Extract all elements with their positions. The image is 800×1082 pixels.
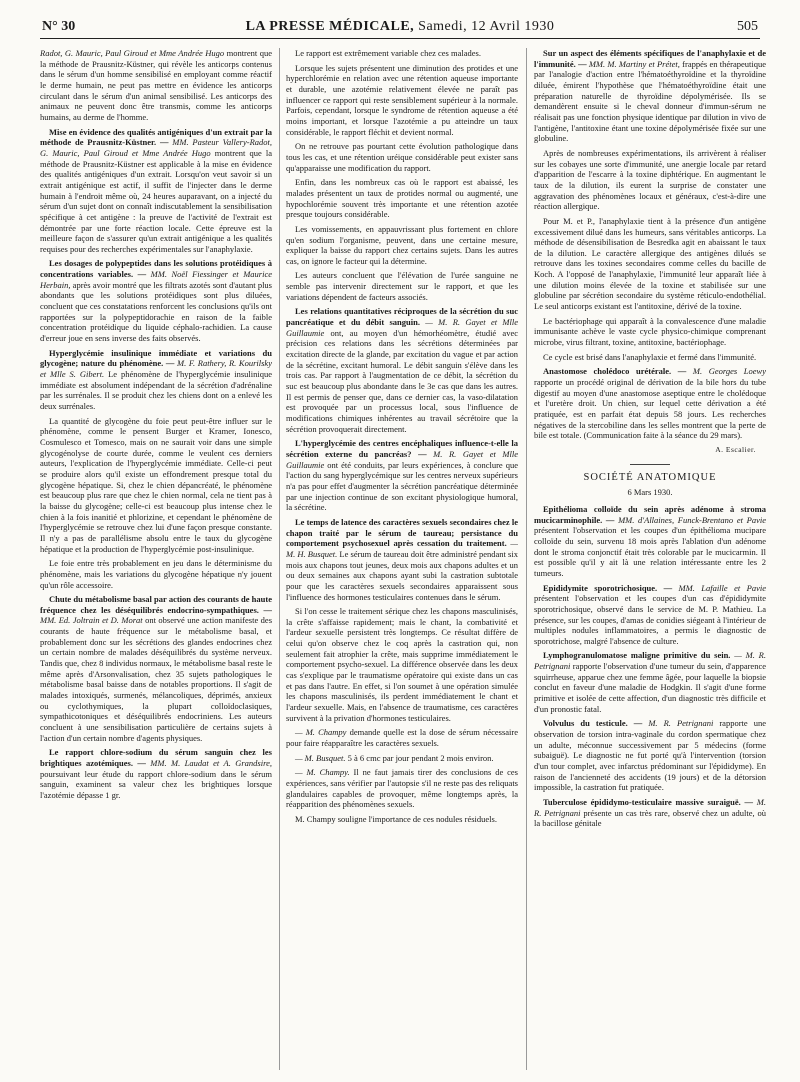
paragraph-text: ont été conduits, par leurs expériences, à conclure que l'action du sang hyperglycémique sur les centres nerveux supérieurs n'a pas pour effet d'augmenter la sécrétion pancréatique déterminée par une injection continue de son excitant physiologique humoral, la sécrétine. — [286, 459, 518, 513]
article-paragraph — [286, 270, 518, 302]
article-heading: Epididymite sporotrichosique. — — [543, 582, 673, 593]
article-paragraph — [40, 416, 272, 555]
paragraph-text: rapporte une observation de torsion intra-vaginale du cordon spermatique chez un adulte, méconnue successivement par 5 médecins (forme subaiguë). Le diagnostic ne fut porté qu'à l'intervention (torsion d'un tour complet, avec infarctus prédominant sur l'épididyme). En raison de l'ancienneté des accidents (19 jours) et de la détorsion impossible, la castration fut pratiquée. — [534, 718, 766, 793]
section-date: 6 Mars 1930. — [627, 487, 673, 498]
article-paragraph — [534, 352, 766, 363]
author-names: M. R. Gayet et Mlle Guillaumie — [286, 448, 518, 470]
author-names: MM. Ed. Joltrain et D. Morat — [40, 615, 143, 626]
column-1 — [40, 48, 272, 1070]
paragraph-text: Ce cycle est brisé dans l'anaphylaxie et fermé dans l'immunité. — [543, 351, 757, 362]
author-names: MM. M. Martiny et Prétet, — [586, 58, 680, 69]
article-heading: Volvulus du testicule. — — [543, 718, 643, 729]
article-paragraph — [534, 48, 766, 144]
article-paragraph — [286, 727, 518, 748]
author-names: MM. Pasteur Vallery-Radot, G. Mauric, Paul Giroud et Mme Andrée Hugo — [40, 137, 272, 158]
author-names: — M. Busquet. — [295, 752, 346, 763]
paragraph-text: présente un cas très rare, observé chez un adulte, où la bacillose génitale — [534, 807, 766, 829]
column-3-top — [534, 48, 766, 441]
article-heading: Tuberculose épididymo-testiculaire massive suraiguë. — — [543, 797, 754, 807]
paragraph-text: demande quelle est la dose de sérum nécessaire pour faire réapparaître les caractères sexuels. — [286, 727, 518, 749]
article-paragraph — [286, 224, 518, 267]
article-paragraph — [286, 306, 518, 434]
article-heading: Sur un aspect des éléments spécifiques de l'anaphylaxie et de l'immunité. — — [534, 48, 766, 69]
section-separator — [630, 464, 670, 465]
author-names: Radot, G. Mauric, Paul Giroud et Mme Andrée Hugo — [40, 48, 225, 58]
paragraph-text: Lorsque les sujets présentent une diminution des protides et une hyperchlorémie en relation avec une rétention aqueuse importante et durable, une azotémie relativement élevée ne paraît pas influencer ce rapport qui reste sensiblement supérieur à la normale. Parfois, cependant, lorsque le syndrome de rétention aqueuse a été moins important, et lorsque l'azotémie a pu atteindre un taux considérable, le rapport fléchit et devient normal. — [286, 62, 518, 137]
paragraph-text: Enfin, dans les nombreux cas où le rapport est abaissé, les malades présentent un taux de protides normal ou augmenté, une hypochlorémie souvent très importante et une rétention azotée presque toujours considérable. — [286, 177, 518, 220]
issue-number: N° 30 — [42, 19, 76, 34]
column-2 — [286, 48, 518, 1070]
article-paragraph — [534, 366, 766, 441]
author-names: MM. Lafaille et Pavie — [672, 582, 766, 593]
article-paragraph — [40, 747, 272, 800]
article-paragraph — [286, 814, 518, 825]
article-paragraph — [286, 141, 518, 173]
author-names: — M. H. Busquet. — [286, 538, 518, 559]
article-heading: L'hyperglycémie des centres encéphaliques influence-t-elle la sécrétion externe du pancréas? — — [286, 438, 518, 459]
article-paragraph — [534, 797, 766, 829]
article-heading: Hyperglycémie insulinique immédiate et variations du glycogène; nature du phénomène. — — [40, 347, 272, 369]
article-paragraph — [534, 583, 766, 647]
article-heading: Les dosages de polypeptides dans les solutions protéidiques à concentrations variables. — — [40, 258, 272, 280]
article-heading: Anastomose cholédoco urétérale. — — [543, 366, 687, 377]
article-heading: Le temps de latence des caractères sexuels secondaires chez le chapon traité par le sérum de taureau; persistance du comportement psychosexuel après cessation du traitement. — [286, 516, 518, 549]
article-paragraph — [286, 63, 518, 138]
paragraph-text: La quantité de glycogène du foie peut peut-être influer sur le phénomène, comme le pensent Burger et Kramer, Ionesco, Cosmulesco et Tomesco, mais on ne saurait voir dans une simple glycogénolyse de courte durée, comme le veulent ces derniers auteurs, l'explication de l'hyperglycémie immédiate. Celle-ci peut se produire alors qu'il existe un effondrement presque total du glycogène hépatique. Si, chez le chien dépancréaté, le phénomène est beaucoup plus rare que chez le chien normal, cela ne tient pas à la baisse du glycogène; celle-ci est beaucoup plus intense chez le chien à la fois inanitié et phlorizine, et cependant le phénomène de l'hyperglycémie se retrouve chez lui d'une façon presque constante. Il n'y a pas de parallélisme absolu entre le taux du glycogène hépatique et la production de l'hyperglycémie post-insulinique. — [40, 415, 272, 554]
article-heading: Chute du métabolisme basal par action des courants de haute fréquence chez les déséquilibrés endocrino-sympathiques. — — [40, 594, 272, 615]
article-heading: Mise en évidence des qualités antigéniques d'un extrait par la méthode de Prausnitz-Küstner. — — [40, 126, 272, 148]
article-paragraph — [534, 650, 766, 714]
author-names: M. R. Petrignani — [642, 718, 714, 729]
article-paragraph — [534, 148, 766, 212]
article-paragraph — [534, 504, 766, 579]
paragraph-text: Pour M. et P., l'anaphylaxie tient à la présence d'un antigène excessivement dilué dans les humeurs, sans véritables anticorps. La méthode de désensibilisation de Besredka agit en abaissant le taux de la dilution. Le caractère allergique des antigènes dilués se retrouve dans les toxines secondaires comme celles du bacille de Koch. A l'opposé de l'anaphylaxie, l'immunité leur apparaît liée à une dilution moins élevée de la toxine et stabilisée sur une globuline par sécrétion secondaire du système réticulo-endothélial. Le seul anticorps existant est l'antitoxine, dérivé de la toxine. — [534, 215, 766, 312]
paragraph-text: Les auteurs concluent que l'élévation de l'urée sanguine ne semble pas intervenir directement sur le rapport, et que les variations dépendent de facteurs associés. — [286, 270, 518, 302]
paragraph-text: ont observé une action manifeste des courants de haute fréquence sur le métabolisme basal, et probablement donc sur les sécrétions des glandes endocrines chez un certain nombre de malades déséquilibrés du système nerveux. Tandis que, chez 8 individus normaux, le métabolisme basal reste le même après d'Arsonvalisation, chez 35 sujets pathologiques le métabolisme basal baisse dans de notables proportions. Il s'agit de malades intoxiqués, surmenés, mélancoliques, déprimés, anxieux ou cyclothymiques, la plupart colloïdoclasiques, sympathicotoniques et déséquilibrés endocriniens. Les auteurs concluent à une sensibilisation particulière de certains sujets à l'action d'un certain nombre d'agents physiques. — [40, 615, 272, 743]
paragraph-text: présentent l'observation et les coupes d'un épithélioma mucipare colloïde du sein, survenu 18 mois après l'ablation d'un adénome dont le stroma conjonctif était très colorable par le mucicarmin. Il est possible qu'il y ait là une relation intéressante entre les 2 tumeurs. — [534, 525, 766, 578]
author-names: M. R. Petrignani — [534, 797, 766, 818]
article-paragraph — [286, 753, 518, 764]
article-heading: Le rapport chlore-sodium du sérum sanguin chez les brightiques azotémiques. — — [40, 747, 272, 768]
article-heading: Lymphogranulomatose maligne primitive du sein. — [543, 650, 731, 661]
paragraph-text: Il ne faut jamais tirer des conclusions de ces expériences, sans vérifier par l'autopsie s'il ne reste pas des reliquats glandulaires capables de provoquer, même longtemps après, la réapparition des phénomènes sexuels. — [286, 767, 518, 810]
author-names: M. F. Rathery, R. Kourilsky et Mlle S. Gibert. — [40, 358, 272, 380]
article-paragraph — [286, 48, 518, 59]
column-3 — [534, 48, 766, 1070]
article-paragraph — [40, 594, 272, 743]
column-rule — [279, 48, 280, 1070]
column-3-bottom — [534, 504, 766, 829]
page-number: 505 — [737, 19, 758, 34]
article-paragraph — [286, 438, 518, 513]
paragraph-text: M. Champy souligne l'importance de ces nodules résiduels. — [295, 813, 497, 824]
article-paragraph — [40, 48, 272, 123]
paragraph-text: Les vomissements, en appauvrissant plus fortement en chlore qu'en sodium l'organisme, peuvent, dans une certaine mesure, expliquer la baisse du rapport chez certains sujets. Dans les autres cas, on ignore le facteur qui la détermine. — [286, 223, 518, 266]
author-names: M. Georges Loewy — [686, 366, 766, 377]
paragraph-text: Le bactériophage qui apparaît à la convalescence d'une maladie immunisante achève le vaste cycle physico-chimique comprenant microbe, virus filtrant, toxine, antitoxine, bactériophage. — [534, 315, 766, 348]
author-names: — M. R. Petrignani — [534, 650, 766, 672]
article-paragraph — [40, 348, 272, 412]
author-names: — M. Champy. — [295, 767, 350, 778]
author-names: MM. d'Allaines, Funck-Brentano et Pavie — [614, 514, 766, 525]
paragraph-text: On ne retrouve pas pourtant cette évolution pathologique dans tous les cas, et une rétention uréique considérable peut exister sans qu'apparaisse une modification du rapport. — [286, 141, 518, 173]
paragraph-text: Le sérum de taureau doit être administré pendant six mois aux chapons tout jeunes, deux mois aux chapons adultes et un ou deux semaines aux chapons ayant subi la castration subtotale pour que les caractères sexuels secondaires apparaissent sous l'influence des hormones testiculaires contenues dans le sérum. — [286, 548, 518, 602]
section-title: SOCIÉTÉ ANATOMIQUE — [583, 471, 717, 483]
article-paragraph — [534, 718, 766, 793]
paragraph-text: Si l'on cesse le traitement sérique chez les chapons masculinisés, la crête s'affaisse rapidement; mais le chant, la combativité et l'ardeur sexuelle persistent très longtemps. Ce résultat diffère de celui qu'on observe chez le coq après la castration qui, non seulement fait atrophier la crête, mais supprime immédiatement le comportement psycho-sexuel. La différence observée dans les deux cas s'explique par le traumatisme opératoire qui existe dans un cas et pas dans l'autre. En effet, si l'on soumet à une opération simulée les chapons masculinisés, ils perdent immédiatement le chant et l'ardeur sexuelle. Mais, en l'absence de traumatisme, ces caractères survivent à la privation d'hormones testiculaires. — [286, 606, 518, 723]
paragraph-text: Le phénomène de l'hyperglycémie insulinique immédiate est absolument indépendant de la sécrétion d'adrénaline par les surrénales. Il se produit chez les chiens dont on a enlevé les deux surrénales. — [40, 369, 272, 411]
article-paragraph — [40, 258, 272, 343]
paragraph-text: poursuivant leur étude du rapport chlore-sodium dans le sérum sanguin, examinent sa valeur chez les brightiques lorsque l'azotémie dépasse 1 gr. — [40, 768, 272, 800]
paragraph-text: frappés en thérapeutique par l'analogie d'action entre l'hématoéthyroïdine et la thyroïdine diluée, émirent l'hypothèse que l'hématoéthyroïdine était une préparation naturelle de thyroïdine dépolymérisée. Ils se demandèrent ensuite si le cheval donneur d'immun-sérum ne réalisait pas une fonction physique identique par dilution in vivo de l'antigène, l'antitoxine étant une toxine dépolymérisée fixée sur une globuline. — [534, 58, 766, 144]
paragraph-text: présentent l'observation et les coupes d'un cas d'épididymite sporotrichosique, observé dans le service de M. P. Mathieu. La présence, sur les coupes, d'amas de conidies siégeant à l'intérieur de multiples nodules inflammatoires, a permis le diagnostic de sporotrichose, malgré l'absence de culture. — [534, 593, 766, 646]
signature: A. Escalier. — [715, 444, 756, 454]
author-names: MM. M. Laudat et A. Grandsire, — [145, 758, 272, 768]
author-names: MM. Noël Fiessinger et Maurice Herbain, — [40, 269, 272, 290]
author-names: — M. R. Gayet et Mlle Guillaumie — [286, 317, 518, 338]
paragraph-text: rapporte un procédé original de dérivation de la bile hors du tube digestif au moyen d'une anastomose aseptique entre le cholédoque et l'uretère droit. Un chien, sur lequel cette dérivation a été pratiquée, est en parfait état depuis 58 jours. Les recherches négatives de la stercobiline dans les selles montrent que la perte de bile est totale. (Communication faite à la séance du 29 mars). — [534, 377, 766, 441]
paragraph-text: Le rapport est extrêmement variable chez ces malades. — [295, 48, 481, 58]
paragraph-text: après avoir montré que les filtrats azotés sont d'autant plus abondants que les solutions protéidiques sont plus diluées, concluent que ces constatations renforcent les conclusions qu'ils ont rapportées sur la polypeptidorachie en raison de la faible concentration protéidique du liquide céphalo-rachidien. La cause d'erreur joue en sens inverse des faits observés. — [40, 279, 272, 344]
article-heading: Les relations quantitatives réciproques de la sécrétion du suc pancréatique et du débit sanguin. — [286, 306, 518, 328]
issue-date: Samedi, 12 Avril 1930 — [418, 19, 555, 34]
paragraph-text: 5 à 6 cmc par jour pendant 2 mois environ. — [345, 752, 494, 763]
paragraph-text: Après de nombreuses expérimentations, ils arrivèrent à réaliser sur les cobayes une sorte d'immunité, une anergie locale par retard d'apparition de l'escarre à la toxine diphtérique. En augmentant le taux de la dilution, ils eurent la surprise de constater une aggravation des phénomènes locaux et généraux, c'est-à-dire une réaction allergique. — [534, 147, 766, 212]
journal-name: LA PRESSE MÉDICALE, — [245, 19, 415, 34]
article-paragraph — [286, 177, 518, 220]
paragraph-text: montrent que la méthode de Prausnitz-Küstner est applicable à la mise en évidence des qualités antigéniques d'un extrait. Lorsqu'on veut savoir si un extrait antigénique est actif, il suffit de l'injecter dans le derme humain à l'endroit même où, 24 heures auparavant, on a injecté du sérum d'un sujet dont on connaît indiscutablement la sensibilisation spécifique à cet antigène : la preuve de l'activité de l'extrait est démontrée par une forte réaction locale. Cette épreuve est la meilleure façon de s'assurer qu'un extrait antigénique a les qualités requises pour des recherches expérimentales sur l'anaphylaxie. — [40, 147, 272, 254]
article-paragraph — [40, 127, 272, 255]
article-paragraph — [534, 316, 766, 348]
author-names: — M. Champy — [295, 727, 347, 738]
page-header — [40, 16, 760, 39]
article-paragraph — [286, 517, 518, 602]
paragraph-text: montrent que la méthode de Prausnitz-Küstner, qui révèle les anticorps contenus dans le sérum d'un homme sensibilisé en employant comme réactif le derme humain, ne peut pas mettre en évidence les anticorps circulant dans le sérum d'un animal sensibilisé. Les anticorps des animaux ne peuvent donc être transmis, comme les anticorps humains, au derme de l'homme. — [40, 48, 272, 122]
paragraph-text: ont, au moyen d'un hémorhéomètre, étudié avec précision ces relations dans les sécrétions déterminées par excitation directe de la glande, par excitation du vague et par action de la sécrétine, excitant humoral. Le débit sanguin s'élève dans les trois cas. Par rapport à l'augmentation de ce débit, la sécrétion du suc est beaucoup plus abondante dans le 3e cas que dans les autres. Il est permis de penser que, dans ce dernier cas, la vaso-dilatation est provoquée par un processus local, sous l'influence de modifications chimiques inhérentes au travail sécrétoire que la sécrétion provoquerait directement. — [286, 327, 518, 434]
paragraph-text: rapporte l'observation d'une tumeur du sein, d'apparence squirrheuse, apparue chez une femme âgée, pour laquelle la biopsie conclut en faveur d'une maladie de Hodgkin. Il s'agit d'une forme primitive et isolée de cette affection, d'un diagnostic très difficile et d'un pronostic fatal. — [534, 661, 766, 714]
paragraph-text: Le foie entre très probablement en jeu dans le déterminisme du phénomène, mais les variations du glycogène hépatique n'y jouent qu'un rôle accessoire. — [40, 558, 272, 590]
journal-title — [40, 19, 760, 35]
article-paragraph — [534, 216, 766, 312]
article-heading: Epithélioma colloïde du sein après adénome à stroma mucicarminophile. — — [534, 503, 766, 525]
column-rule — [526, 48, 527, 1070]
article-paragraph — [40, 558, 272, 590]
article-paragraph — [286, 767, 518, 810]
article-paragraph — [286, 606, 518, 723]
